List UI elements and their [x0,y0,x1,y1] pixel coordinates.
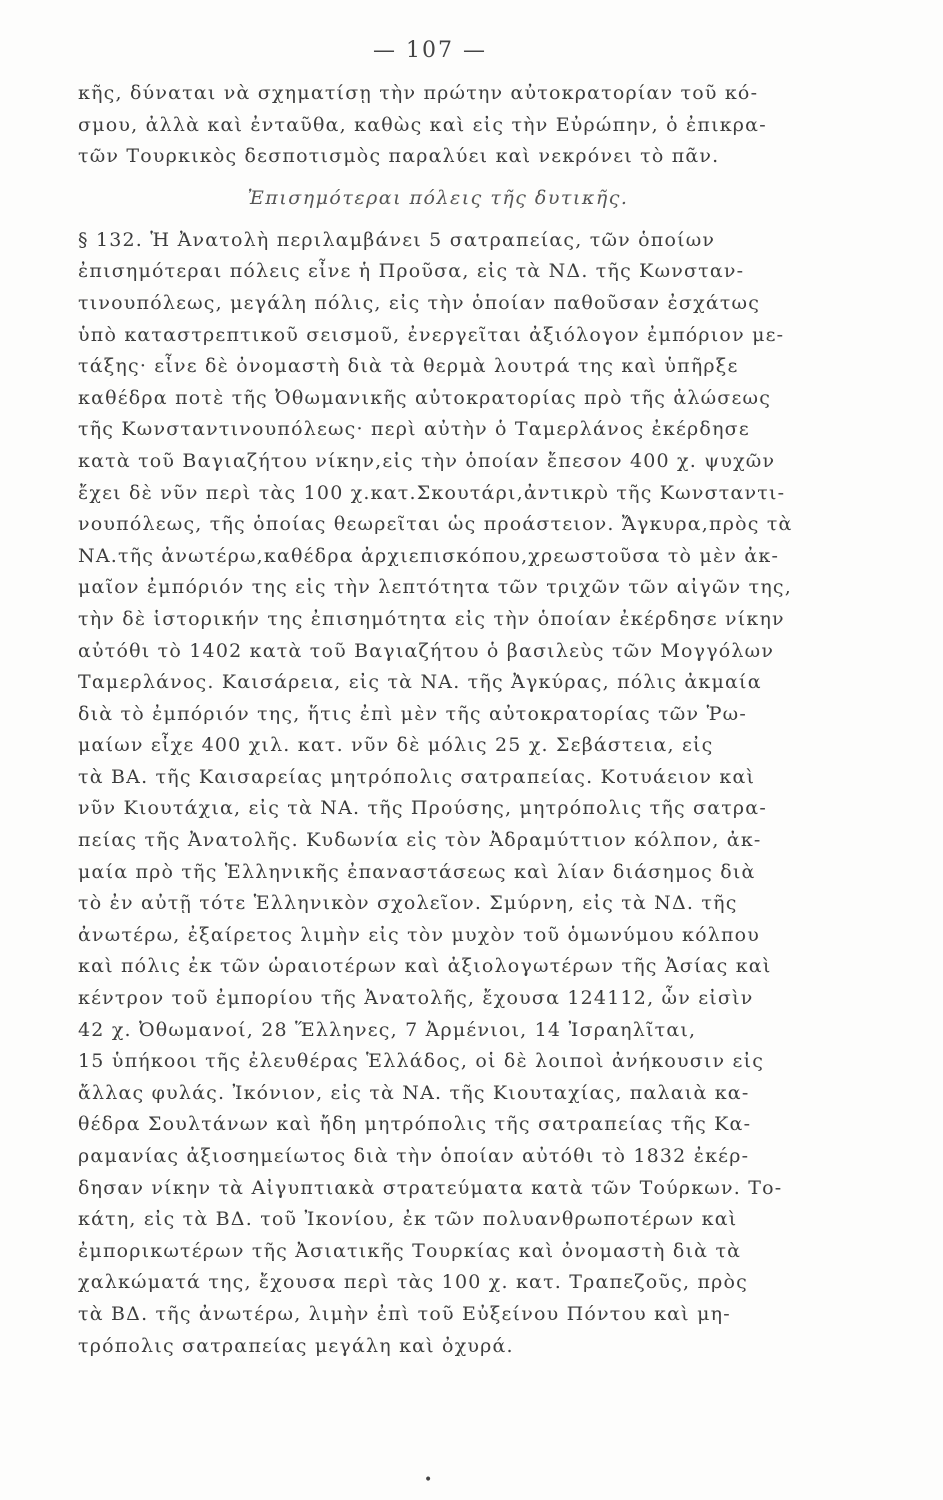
text-line: τῆς Κωνσταντινουπόλεως· περὶ αὐτὴν ὁ Ταμερλάνος ἐκέρδησε [78,418,750,441]
text-line: αὐτόθι τὸ 1402 κατὰ τοῦ Βαγιαζήτου ὁ βασιλεὺς τῶν Μογγόλων [78,639,775,662]
text-line: θέδρα Σουλτάνων καὶ ἤδη μητρόπολις τῆς σατραπείας τῆς Κα- [78,1113,752,1136]
text-line: μαῖον ἐμπόριόν της εἰς τὴν λεπτότητα τῶν τριχῶν τῶν αἰγῶν της, [78,576,793,599]
text-line: ΝΑ.τῆς ἀνωτέρω,καθέδρα ἀρχιεπισκόπου,χρεωστοῦσα τὸ μὲν ἀκ- [78,544,780,567]
body-text [78,78,798,1362]
text-line: § 132. Ἡ Ἀνατολὴ περιλαμβάνει 5 σατραπείας, τῶν ὁποίων [78,228,716,251]
text-line: σμου, ἀλλὰ καὶ ἐνταῦθα, καθὼς καὶ εἰς τὴν Εὐρώπην, ὁ ἐπικρα- [78,113,767,136]
text-line: χαλκώματά της, ἔχουσα περὶ τὰς 100 χ. κατ. Τραπεζοῦς, πρὸς [78,1271,749,1294]
text-line: κάτη, εἰς τὰ ΒΔ. τοῦ Ἰκονίου, ἐκ τῶν πολυανθρωποτέρων καὶ [78,1208,738,1231]
text-line: κῆς, δύναται νὰ σχηματίσῃ τὴν πρώτην αὐτοκρατορίαν τοῦ κό- [78,82,759,104]
text-line: τινουπόλεως, μεγάλη πόλις, εἰς τὴν ὁποίαν παθοῦσαν ἐσχάτως [78,291,761,314]
text-line: μαία πρὸ τῆς Ἑλληνικῆς ἐπαναστάσεως καὶ λίαν διάσημος διὰ [78,860,756,883]
text-line: τὸ ἐν αὐτῇ τότε Ἑλληνικὸν σχολεῖον. Σμύρνη, εἰς τὰ ΝΔ. τῆς [78,892,738,915]
text-line: τῶν Τουρκικὸς δεσποτισμὸς παραλύει καὶ νεκρόνει τὸ πᾶν. [78,145,720,168]
text-line: ἐπισημότεραι πόλεις εἶνε ἡ Προῦσα, εἰς τὰ ΝΔ. τῆς Κωνσταν- [78,260,745,283]
text-line: νῦν Κιουτάχια, εἰς τὰ ΝΑ. τῆς Προύσης, μητρόπολις τῆς σατρα- [78,797,767,820]
text-line: κατὰ τοῦ Βαγιαζήτου νίκην,εἰς τὴν ὁποίαν ἔπεσον 400 χ. ψυχῶν [78,449,776,472]
text-line: μαίων εἶχε 400 χιλ. κατ. νῦν δὲ μόλις 25 χ. Σεβάστεια, εἰς [78,734,714,757]
page-number: — 107 — [373,38,487,63]
text-line: 42 χ. Ὀθωμανοί, 28 Ἕλληνες, 7 Ἀρμένιοι, 14 Ἰσραηλῖται, [78,1018,697,1041]
text-line: τὰ ΒΔ. τῆς ἀνωτέρω, λιμὴν ἐπὶ τοῦ Εὐξείνου Πόντου καὶ μη- [78,1302,731,1325]
text-line: νουπόλεως, τῆς ὁποίας θεωρεῖται ὡς προάστειον. Ἄγκυρα,πρὸς τὰ [78,513,793,536]
text-line: Ταμερλάνος. Καισάρεια, εἰς τὰ ΝΑ. τῆς Ἀγκύρας, πόλις ἀκμαία [78,671,762,694]
text-line: κέντρον τοῦ ἐμπορίου τῆς Ἀνατολῆς, ἔχουσα 124112, ὧν εἰσὶν [78,987,754,1010]
text-line: τρόπολις σατραπείας μεγάλη καὶ ὀχυρά. [78,1334,514,1357]
text-line: ἐμπορικωτέρων τῆς Ἀσιατικῆς Τουρκίας καὶ ὀνομαστὴ διὰ τὰ [78,1239,742,1262]
text-line: πείας τῆς Ἀνατολῆς. Κυδωνία εἰς τὸν Ἀδραμύττιον κόλπον, ἀκ- [78,829,762,852]
text-line: διὰ τὸ ἐμπόριόν της, ἥτις ἐπὶ μὲν τῆς αὐτοκρατορίας τῶν Ῥω- [78,702,747,725]
text-line: 15 ὑπήκοοι τῆς ἐλευθέρας Ἑλλάδος, οἱ δὲ λοιποὶ ἀνήκουσιν εἰς [78,1050,765,1073]
text-line: ἀνωτέρω, ἐξαίρετος λιμὴν εἰς τὸν μυχὸν τοῦ ὁμωνύμου κόλπου [78,923,761,946]
text-line: καὶ πόλις ἐκ τῶν ὡραιοτέρων καὶ ἀξιολογωτέρων τῆς Ἀσίας καὶ [78,955,772,978]
footer-mark: • [424,1472,433,1488]
text-line: τάξης· εἶνε δὲ ὀνομαστὴ διὰ τὰ θερμὰ λουτρά της καὶ ὑπῆρξε [78,355,739,378]
text-line: τὰ ΒΑ. τῆς Καισαρείας μητρόπολις σατραπείας. Κοτυάειον καὶ [78,765,756,788]
text-line: ἔχει δὲ νῦν περὶ τὰς 100 χ.κατ.Σκουτάρι,ἀντικρὺ τῆς Κωνσταντι- [78,481,786,504]
text-line: τὴν δὲ ἱστορικήν της ἐπισημότητα εἰς τὴν ὁποίαν ἐκέρδησε νίκην [78,607,785,630]
text-line: ραμανίας ἀξιοσημείωτος διὰ τὴν ὁποίαν αὐτόθι τὸ 1832 ἐκέρ- [78,1145,750,1167]
text-line: ὑπὸ καταστρεπτικοῦ σεισμοῦ, ἐνεργεῖται ἀξιόλογον ἐμπόριον με- [78,323,785,346]
text-line: δησαν νίκην τὰ Αἰγυπτιακὰ στρατεύματα κατὰ τῶν Τούρκων. Το- [78,1176,783,1199]
text-line: ἄλλας φυλάς. Ἰκόνιον, εἰς τὰ ΝΑ. τῆς Κιουταχίας, παλαιὰ κα- [78,1081,750,1104]
section-heading: Ἐπισημότεραι πόλεις τῆς δυτικῆς. [247,186,629,209]
text-line: καθέδρα ποτὲ τῆς Ὀθωμανικῆς αὐτοκρατορίας πρὸ τῆς ἁλώσεως [78,386,772,409]
